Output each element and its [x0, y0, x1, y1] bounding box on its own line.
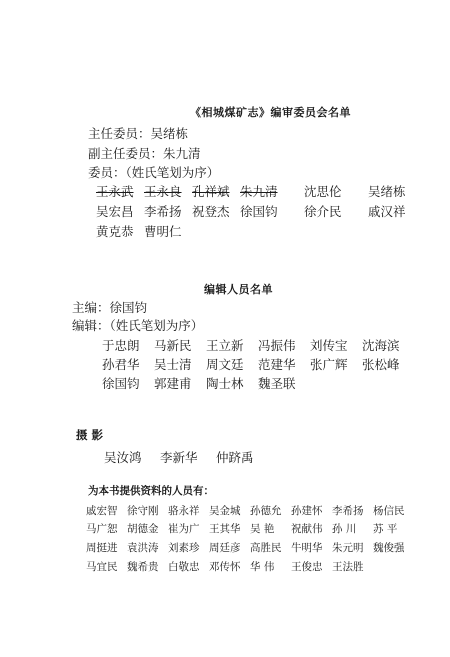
contributors-label: 为本书提供资料的人员有：: [88, 485, 214, 497]
contributor-name: 戚宏智: [86, 505, 118, 517]
editor-name: 吴士清: [154, 357, 192, 372]
editorial-row-3: [102, 374, 296, 392]
editor-name: 刘传宝: [310, 338, 348, 353]
member-name: 王永良: [144, 184, 182, 199]
member-name: 王永武: [96, 184, 134, 199]
editor-name: 于忠朗: [102, 338, 140, 353]
contributor-name: 牛明华: [291, 542, 323, 554]
editorial-title: 编辑人员名单: [204, 283, 273, 296]
contributor-name: 孙 川: [332, 523, 357, 535]
contributor-name: 刘素珍: [168, 542, 200, 554]
contributor-name: 胡德金: [127, 523, 159, 535]
contributor-name: 高胜民: [250, 542, 282, 554]
editor-name: 陶士林: [206, 376, 244, 391]
editor-name: 马新民: [154, 338, 192, 353]
contributor-name: 魏希贵: [127, 561, 159, 573]
contributor-name: 周廷彦: [209, 542, 241, 554]
committee-title: 《相城煤矿志》编审委员会名单: [190, 106, 351, 119]
member-name: 朱九清: [240, 184, 278, 199]
photographer-name: 吴汝鸿: [104, 450, 142, 465]
member-name: 祝登杰: [192, 204, 230, 219]
contributors-row-4: [86, 559, 364, 574]
editor-name: 魏圣联: [258, 376, 296, 391]
contributor-name: 崔为广: [168, 523, 200, 535]
contributor-name: 华 伟: [250, 561, 275, 573]
editorial-editors-label: 编辑：（姓氏笔划为序）: [72, 318, 204, 333]
contributor-name: 吴金城: [209, 505, 241, 517]
contributor-name: 白敬忠: [168, 561, 200, 573]
contributor-name: 王其华: [209, 523, 241, 535]
contributor-name: 王法胜: [332, 561, 364, 573]
contributor-name: 骆永祥: [168, 505, 200, 517]
member-name: 李希扬: [144, 204, 182, 219]
contributor-name: 王俊忠: [291, 561, 323, 573]
contributors-row-2: [86, 521, 397, 536]
photographer-name: 仲跻禹: [216, 450, 254, 465]
contributors-row-1: [86, 503, 405, 518]
editor-name: 冯振伟: [258, 338, 296, 353]
committee-members-label: 委员：（姓氏笔划为序）: [88, 165, 220, 180]
contributor-name: 徐守刚: [127, 505, 159, 517]
photography-label: 摄 影: [76, 428, 104, 442]
contributor-name: 孙德允: [250, 505, 282, 517]
editorial-row-2: [102, 355, 400, 373]
contributor-name: 朱元明: [332, 542, 364, 554]
committee-chair: 主任委员：吴绪栋: [88, 126, 189, 141]
editorial-row-1: [102, 336, 400, 354]
committee-row-1: [96, 182, 406, 200]
contributor-name: 袁洪涛: [127, 542, 159, 554]
committee-vice-chair: 副主任委员：朱九清: [88, 146, 201, 161]
editor-name: 张松峰: [362, 357, 400, 372]
editor-name: 孙君华: [102, 357, 140, 372]
committee-row-3: [96, 222, 182, 240]
contributors-row-3: [86, 540, 405, 555]
editor-name: 范建华: [258, 357, 296, 372]
contributor-name: 马宜民: [86, 561, 118, 573]
member-name: 沈思伦: [304, 184, 342, 199]
member-name: 孔祥斌: [192, 184, 230, 199]
contributor-name: 祝献伟: [291, 523, 323, 535]
committee-row-2: [96, 202, 406, 220]
editor-name: 王立新: [206, 338, 244, 353]
member-name: 戚汉祥: [368, 204, 406, 219]
member-name: 黄克恭: [96, 224, 134, 239]
editor-name: 郭建甫: [154, 376, 192, 391]
contributor-name: 李希扬: [332, 505, 364, 517]
member-name: 吴宏昌: [96, 204, 134, 219]
photography-row: [104, 448, 254, 466]
contributor-name: 魏俊强: [373, 542, 405, 554]
contributor-name: 周挺进: [86, 542, 118, 554]
editor-name: 周文廷: [206, 357, 244, 372]
editor-name: 沈海滨: [362, 338, 400, 353]
contributor-name: 马广恕: [86, 523, 118, 535]
contributor-name: 邓传怀: [209, 561, 241, 573]
photographer-name: 李新华: [160, 450, 198, 465]
member-name: 曹明仁: [144, 224, 182, 239]
member-name: 徐介民: [304, 204, 342, 219]
member-name: 吴绪栋: [368, 184, 406, 199]
contributor-name: 杨信民: [373, 505, 405, 517]
member-name: 徐国钧: [240, 204, 278, 219]
editor-name: 徐国钧: [102, 376, 140, 391]
editor-name: 张广辉: [310, 357, 348, 372]
editorial-chief: 主编：徐国钧: [72, 300, 148, 315]
contributor-name: 苏 平: [373, 523, 398, 535]
contributor-name: 孙建怀: [291, 505, 323, 517]
contributor-name: 吴 艳: [250, 523, 275, 535]
